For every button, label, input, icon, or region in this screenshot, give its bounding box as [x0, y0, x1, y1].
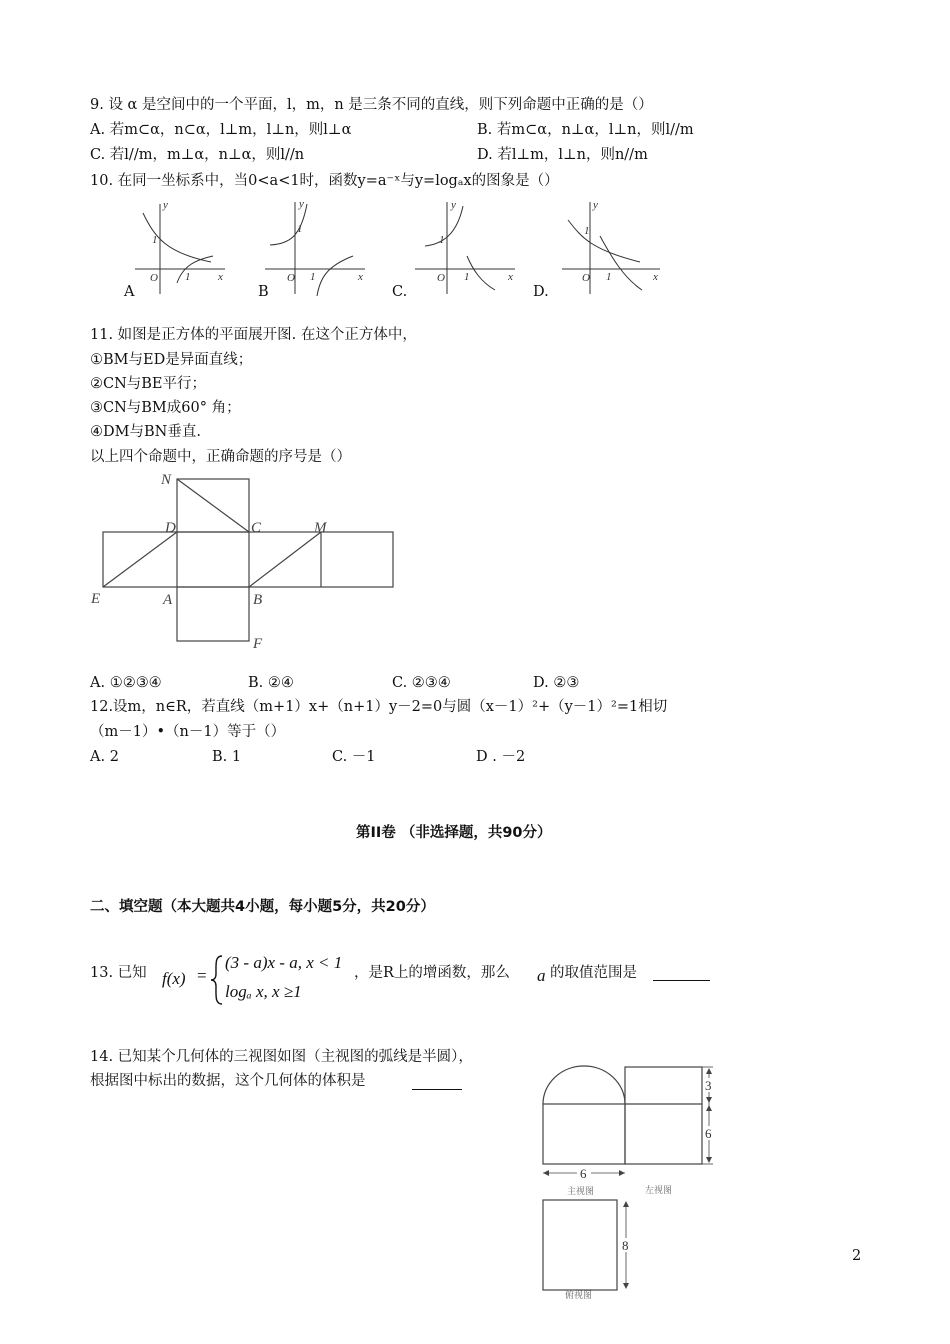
- q10-a-one: 1: [152, 234, 158, 246]
- q11-point-e: E: [91, 591, 101, 607]
- q11-statement-3: ③CN与BM成60° 角；: [90, 400, 241, 416]
- q10-label-b: B: [258, 284, 269, 300]
- q11-point-a: A: [163, 592, 173, 608]
- q9-option-b: B. 若m⊂α，n⊥α，l⊥n，则l//m: [477, 122, 694, 138]
- q10-graph-a: [135, 204, 225, 294]
- q14-front-label: 主视图: [567, 1186, 595, 1196]
- q14-dim-width: 6: [580, 1166, 587, 1181]
- q10-b-one: 1: [297, 223, 303, 235]
- q14-dim-height: 6: [705, 1126, 712, 1141]
- q10-c-o: O: [437, 272, 445, 284]
- q13-prefix: 13. 已知: [90, 965, 147, 981]
- q10-c-y: y: [451, 199, 456, 211]
- q12-option-b: B. 1: [212, 749, 242, 765]
- q9-stem: 9. 设 α 是空间中的一个平面，l，m，n 是三条不同的直线，则下列命题中正确的是（）: [90, 97, 653, 113]
- q11-statement-4: ④DM与BN垂直.: [90, 424, 201, 440]
- q11-point-c: C: [251, 520, 262, 536]
- q10-b-one-x: 1: [310, 271, 316, 283]
- q14-answer-blank[interactable]: [412, 1075, 462, 1090]
- q13-suffix: 的取值范围是: [550, 965, 637, 981]
- q14-dim-depth: 8: [622, 1238, 629, 1253]
- q12-option-c: C. －1: [332, 749, 376, 765]
- q13-case-1: (3 - a)x - a, x < 1: [225, 953, 343, 972]
- q13-function-name: f(x): [162, 969, 186, 988]
- q10-c-one-x: 1: [464, 271, 470, 283]
- q13-case-2: logₐ x, x ≥1: [225, 982, 302, 1001]
- q14-side-label: 左视图: [645, 1185, 673, 1195]
- q11-option-d: D. ②③: [533, 675, 580, 691]
- part2-title: 第II卷 （非选择题，共90分）: [356, 825, 552, 841]
- q10-b-y: y: [299, 198, 304, 210]
- q10-label-d: D.: [533, 284, 549, 300]
- q10-a-o: O: [150, 272, 158, 284]
- q10-d-o: O: [582, 272, 590, 284]
- q14-side-view: [625, 1067, 702, 1164]
- q9-option-c: C. 若l//m，m⊥α，n⊥α，则l//n: [90, 147, 305, 163]
- q10-b-o: O: [287, 272, 295, 284]
- q11-ask: 以上四个命题中，正确命题的序号是（）: [90, 449, 351, 465]
- q11-option-c: C. ②③④: [392, 675, 451, 691]
- q14-top-label: 俯视图: [565, 1290, 593, 1300]
- q13-equals: =: [197, 966, 207, 985]
- q11-stem: 11. 如图是正方体的平面展开图. 在这个正方体中，: [90, 327, 417, 343]
- q12-stem-2: （m－1）•（n－1）等于（）: [90, 724, 286, 740]
- section2-title: 二、填空题（本大题共4小题，每小题5分，共20分）: [90, 899, 435, 915]
- q10-stem: 10. 在同一坐标系中，当0<a<1时，函数y=a⁻ˣ与y=logₐx的图象是（）: [90, 173, 559, 189]
- q10-label-a: A: [124, 284, 135, 300]
- q14-dim-arc: 3: [705, 1078, 712, 1093]
- q13-mid: ，是R上的增函数，那么: [354, 965, 510, 981]
- q11-point-n: N: [161, 472, 172, 488]
- q10-d-x: x: [653, 271, 658, 283]
- q11-statement-2: ②CN与BE平行；: [90, 376, 207, 392]
- q14-front-view: [543, 1066, 625, 1164]
- q13-var-a: a: [537, 966, 546, 985]
- q9-option-d: D. 若l⊥m，l⊥n，则n//m: [477, 147, 648, 163]
- q10-a-x: x: [218, 271, 223, 283]
- q12-stem: 12.设m，n∈R，若直线（m+1）x+（n+1）y－2=0与圆（x－1）²+（y－1）²=1相切: [90, 699, 668, 715]
- q10-c-x: x: [508, 271, 513, 283]
- q11-point-m: M: [314, 520, 327, 536]
- q9-option-a: A. 若m⊂α，n⊂α，l⊥m，l⊥n，则l⊥α: [90, 122, 352, 138]
- q10-d-one: 1: [584, 225, 590, 237]
- q13-answer-blank[interactable]: [653, 966, 710, 981]
- q11-point-f: F: [253, 636, 263, 652]
- q10-a-one-x: 1: [185, 271, 191, 283]
- q13-brace: [210, 954, 224, 1006]
- q11-cube-net: [85, 470, 405, 655]
- q10-d-y: y: [593, 199, 598, 211]
- q10-b-x: x: [358, 271, 363, 283]
- q14-line-2: 根据图中标出的数据，这个几何体的体积是: [90, 1073, 366, 1089]
- q14-three-views: [535, 1062, 725, 1302]
- q14-line-1: 14. 已知某个几何体的三视图如图（主视图的弧线是半圆），: [90, 1049, 473, 1065]
- q10-label-c: C.: [392, 284, 408, 300]
- q11-point-b: B: [253, 592, 263, 608]
- q11-statement-1: ①BM与ED是异面直线；: [90, 352, 253, 368]
- q14-top-view: [543, 1200, 617, 1290]
- q10-a-y: y: [163, 199, 168, 211]
- page-number: 2: [852, 1248, 862, 1264]
- q11-option-a: A. ①②③④: [90, 675, 162, 691]
- q12-option-a: A. 2: [90, 749, 119, 765]
- q11-option-b: B. ②④: [248, 675, 294, 691]
- q10-c-one: 1: [439, 234, 445, 246]
- q12-option-d: D . －2: [476, 749, 526, 765]
- q10-d-one-x: 1: [606, 271, 612, 283]
- q11-point-d: D: [165, 520, 176, 536]
